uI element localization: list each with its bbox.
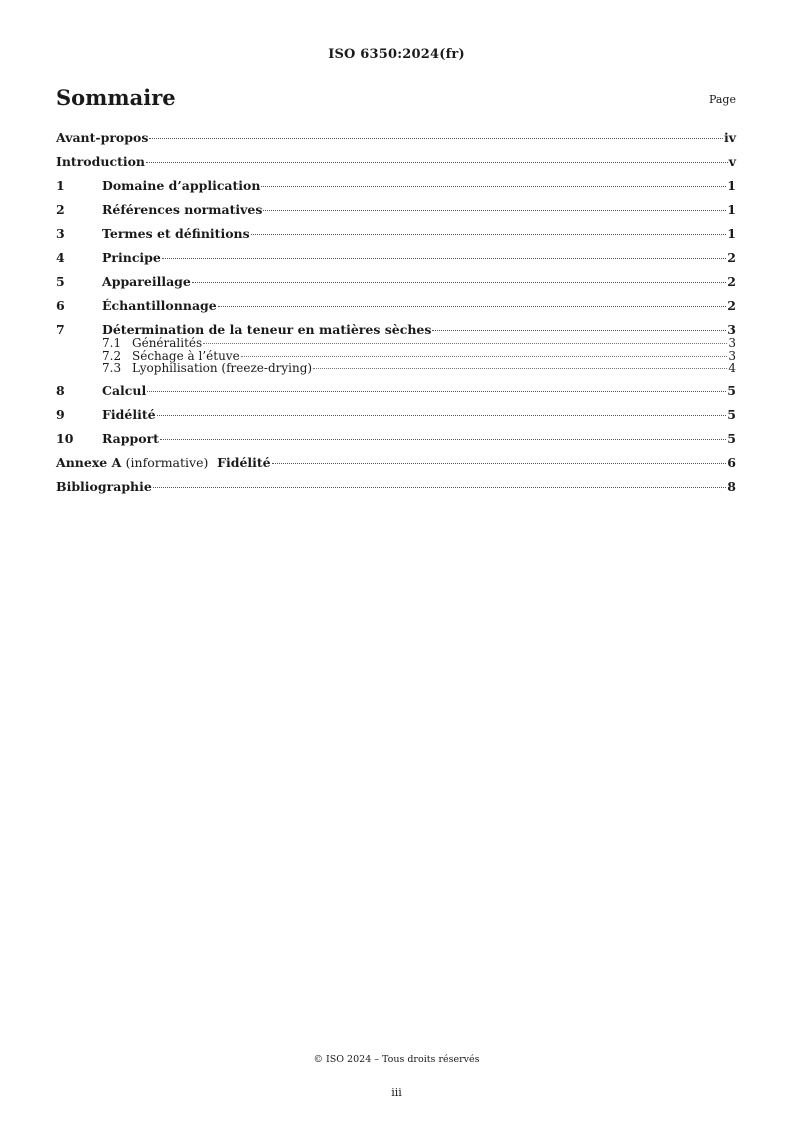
toc-entry-8[interactable] [56,383,736,398]
toc-page: 5 [727,430,736,446]
toc-entry-annexe-a[interactable] [56,455,736,470]
toc-entry-4[interactable] [56,250,736,265]
dot-leader [146,162,728,163]
toc-entry-7[interactable] [56,322,736,337]
toc-page: 8 [727,478,736,494]
toc-entry-7-3[interactable] [56,362,736,375]
toc-number: 7.3 [102,361,122,375]
toc-annex-qualifier: (informative) [125,454,209,470]
toc-label: Calcul [102,382,147,398]
title-row [56,85,736,115]
toc-label: Bibliographie [56,478,152,494]
toc-label: Généralités [132,336,203,350]
toc-entry-9[interactable] [56,407,736,422]
toc-label: Introduction [56,154,146,169]
dot-leader [157,415,727,416]
toc-number: 9 [56,406,65,422]
dot-leader [160,439,726,440]
toc-page: 1 [727,178,736,193]
toc-page: 3 [727,322,736,337]
toc-number: 7.2 [102,348,122,363]
toc-label: Séchage à l’étuve [132,348,240,363]
toc-label: Principe [102,250,161,265]
toc-page: iv [723,130,736,145]
toc-entry-6[interactable] [56,298,736,313]
toc-page: 1 [727,202,736,217]
dot-leader [153,487,726,488]
toc-number: 4 [56,250,65,265]
toc-label: Termes et définitions [102,226,250,241]
toc-label: Fidélité [217,454,271,470]
dot-leader [149,138,723,139]
toc-label: Appareillage [102,274,191,289]
dot-leader [272,463,727,464]
dot-leader [432,330,726,331]
dot-leader [203,343,727,344]
toc-entry-introduction[interactable] [56,154,736,169]
dot-leader [218,306,727,307]
toc-page: v [728,154,736,169]
toc-entry-2[interactable] [56,202,736,217]
toc-label: Détermination de la teneur en matières sèches [102,322,432,337]
dot-leader [241,356,728,357]
toc-entry-3[interactable] [56,226,736,241]
toc-label: Rapport [102,430,159,446]
dot-leader [263,210,726,211]
toc-number: 8 [56,382,65,398]
table-of-contents [56,128,736,494]
toc-page: 3 [728,348,736,363]
page-number: iii [391,1086,402,1099]
toc-entry-7-1[interactable] [56,337,736,350]
toc-page: 6 [727,454,736,470]
toc-page: 1 [727,226,736,241]
toc-number: 7 [56,322,65,337]
toc-number: 2 [56,202,65,217]
toc-label: Avant-propos [56,130,149,145]
toc-page: 2 [727,250,736,265]
dot-leader [192,282,726,283]
toc-label: Lyophilisation (freeze-drying) [132,361,313,375]
toc-annex-prefix: Annexe A [56,454,122,470]
toc-number: 1 [56,178,65,193]
toc-page: 2 [727,274,736,289]
toc-page: 2 [727,298,736,313]
toc-label: Domaine d’application [102,178,261,193]
dot-leader [313,368,727,369]
toc-number: 6 [56,298,65,313]
toc-entry-5[interactable] [56,274,736,289]
page-column-label: Page [708,93,736,106]
dot-leader [261,186,726,187]
copyright-footer: © ISO 2024 – Tous droits réservés [313,1054,480,1065]
toc-entry-10[interactable] [56,431,736,446]
toc-entry-bibliographie[interactable] [56,479,736,494]
page-title: Sommaire [56,85,176,110]
dot-leader [251,234,727,235]
toc-entry-1[interactable] [56,178,736,193]
toc-label: Échantillonnage [102,298,217,313]
toc-page: 5 [727,382,736,398]
dot-leader [147,391,726,392]
toc-number: 5 [56,274,65,289]
toc-page: 5 [727,406,736,422]
toc-page: 4 [728,361,736,375]
toc-entry-avant-propos[interactable] [56,130,736,145]
toc-label: Fidélité [102,406,156,422]
toc-number: 7.1 [102,336,122,350]
toc-number: 3 [56,226,65,241]
toc-number: 10 [56,430,74,446]
dot-leader [162,258,726,259]
toc-page: 3 [728,336,736,350]
document-header: ISO 6350:2024(fr) [328,47,465,62]
toc-label: Références normatives [102,202,263,217]
